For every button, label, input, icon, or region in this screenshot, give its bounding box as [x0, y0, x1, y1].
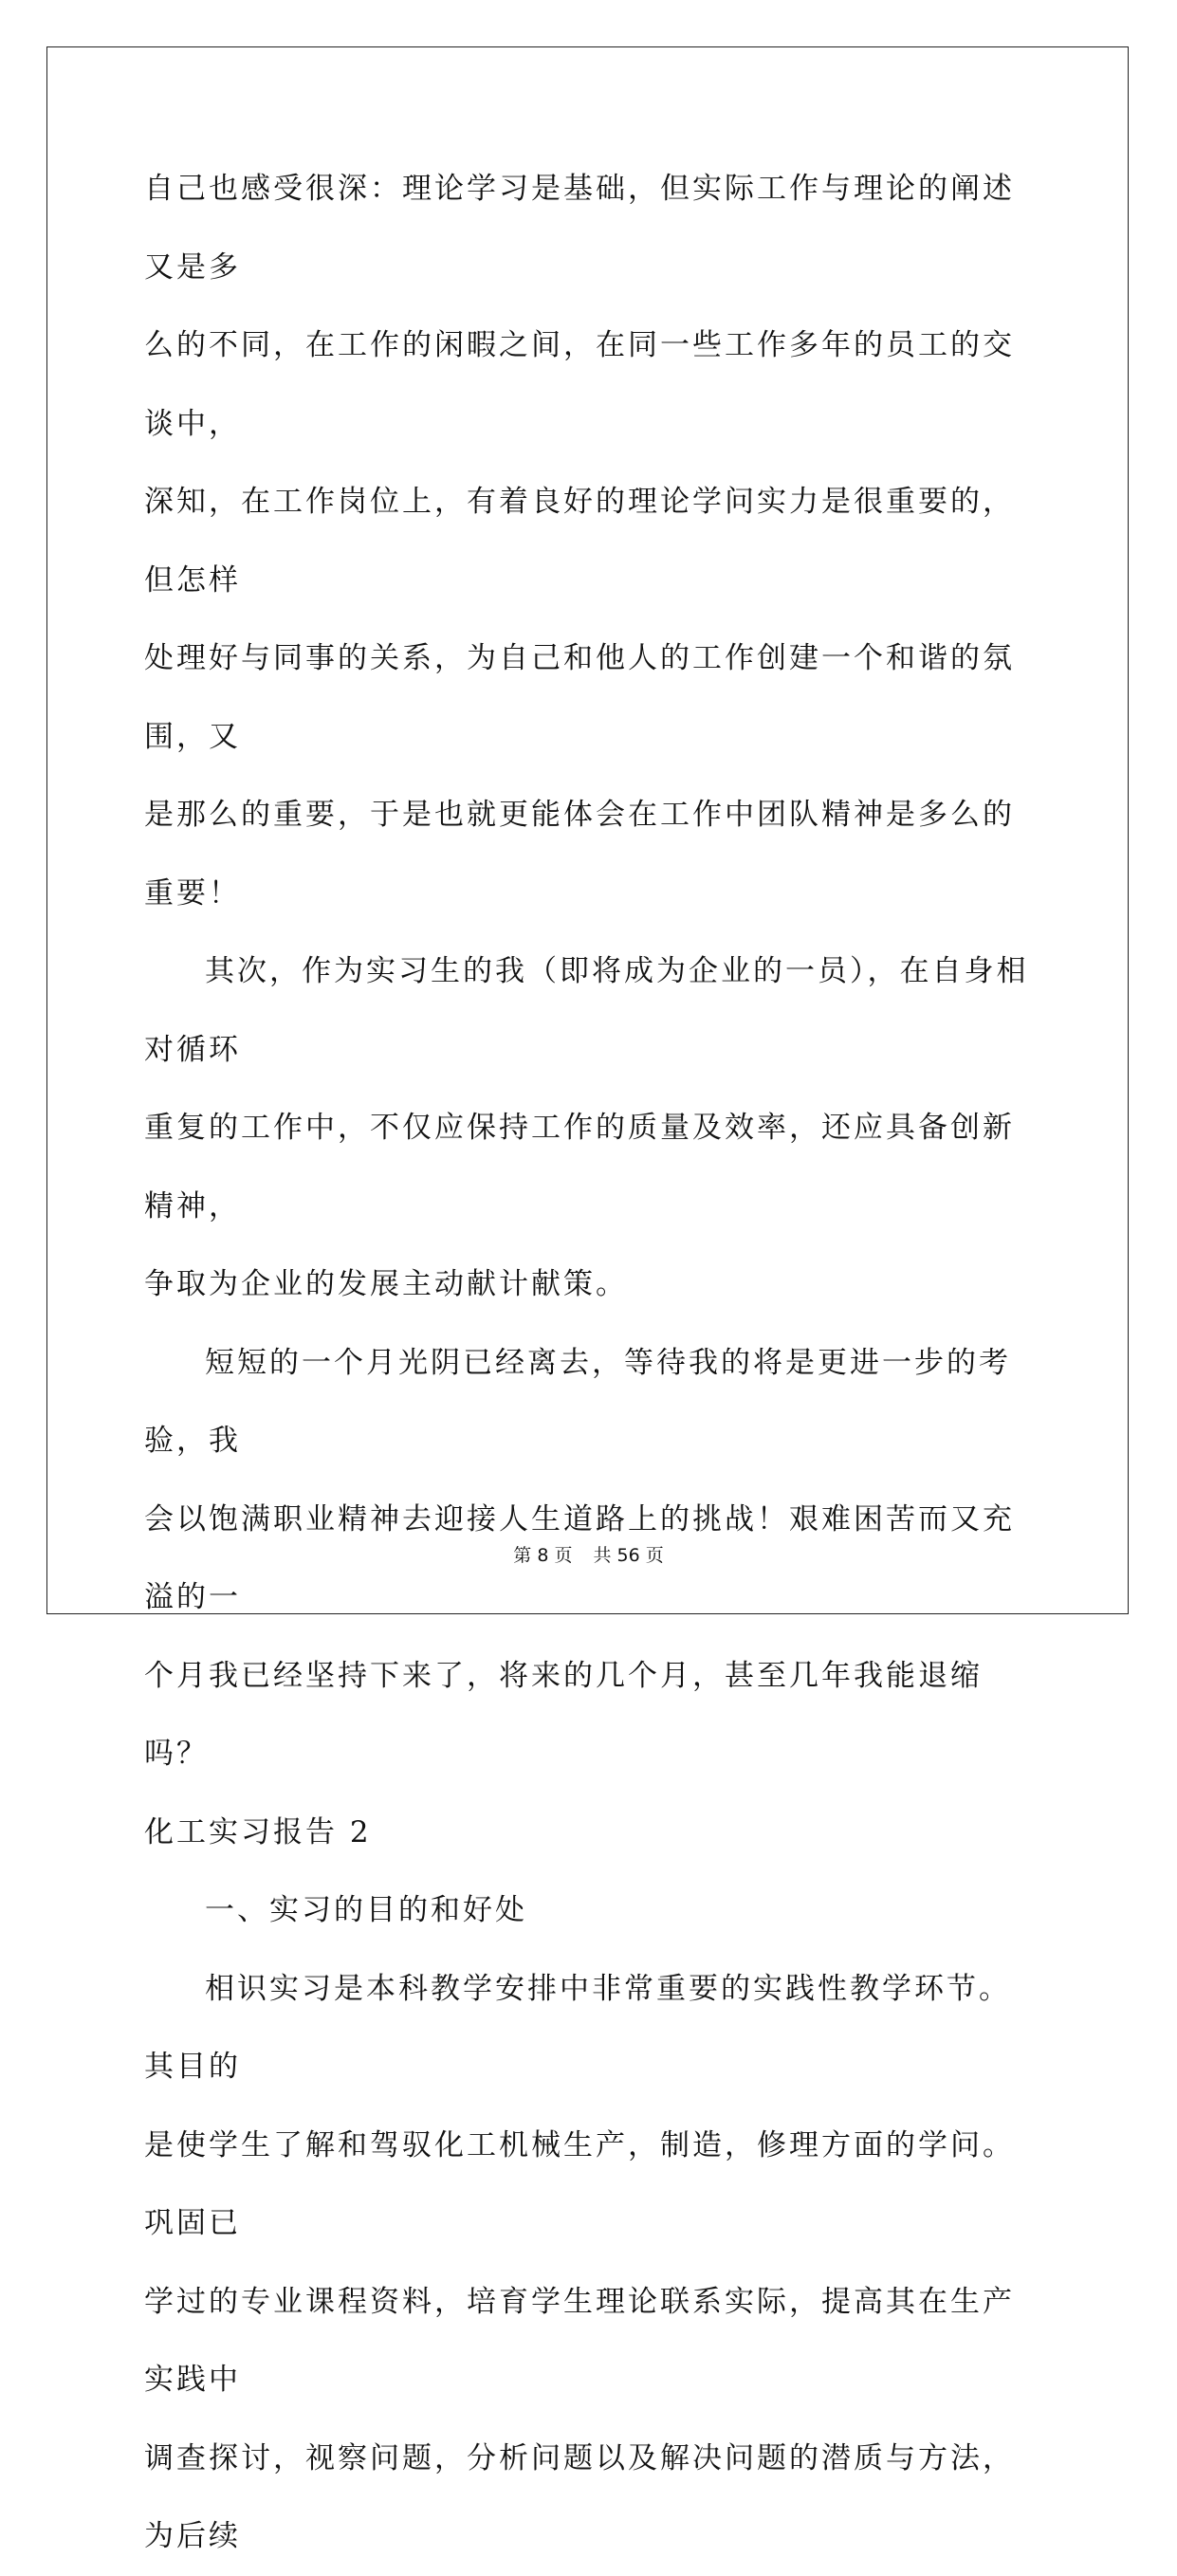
text-line: 调查探讨，视察问题，分析问题以及解决问题的潜质与方法，为后续	[144, 2440, 1015, 2553]
text-line: 个月我已经坚持下来了，将来的几个月，甚至几年我能退缩吗？	[144, 1658, 983, 1771]
text-line: 重复的工作中，不仅应保持工作的质量及效率，还应具备创新精神，	[144, 1111, 1015, 1224]
page-total: 共 56 页	[593, 1545, 664, 1566]
section-heading: 化工实习报告 2	[144, 1814, 372, 1849]
document-body	[144, 150, 1031, 2576]
text-line: 处理好与同事的关系，为自己和他人的工作创建一个和谐的氛围，又	[144, 641, 1015, 754]
text-line: 深知，在工作岗位上，有着良好的理论学问实力是很重要的，但怎样	[144, 485, 1015, 598]
page-footer	[0, 1541, 1177, 1567]
text-line: 是使学生了解和驾驭化工机械生产，制造，修理方面的学问。巩固已	[144, 2127, 1015, 2240]
subsection-heading: 一、实习的目的和好处	[205, 1893, 527, 1927]
text-line: 是那么的重要，于是也就更能体会在工作中团队精神是多么的重要！	[144, 798, 1015, 911]
text-line: 争取为企业的发展主动献计献策。	[144, 1267, 628, 1301]
text-line: 其次，作为实习生的我（即将成为企业的一员），在自身相对循环	[144, 954, 1029, 1067]
text-line: 学过的专业课程资料，培育学生理论联系实际，提高其在生产实践中	[144, 2284, 1015, 2397]
text-line: 自己也感受很深：理论学习是基础，但实际工作与理论的阐述又是多	[144, 172, 1015, 285]
text-line: 会以饱满职业精神去迎接人生道路上的挑战！艰难困苦而又充溢的一	[144, 1501, 1015, 1614]
page-number: 第 8 页	[513, 1545, 573, 1566]
text-line: 么的不同，在工作的闲暇之间，在同一些工作多年的员工的交谈中，	[144, 328, 1015, 441]
text-line: 短短的一个月光阴已经离去，等待我的将是更进一步的考验，我	[144, 1345, 1011, 1458]
text-line: 相识实习是本科教学安排中非常重要的实践性教学环节。其目的	[144, 1971, 1011, 2084]
